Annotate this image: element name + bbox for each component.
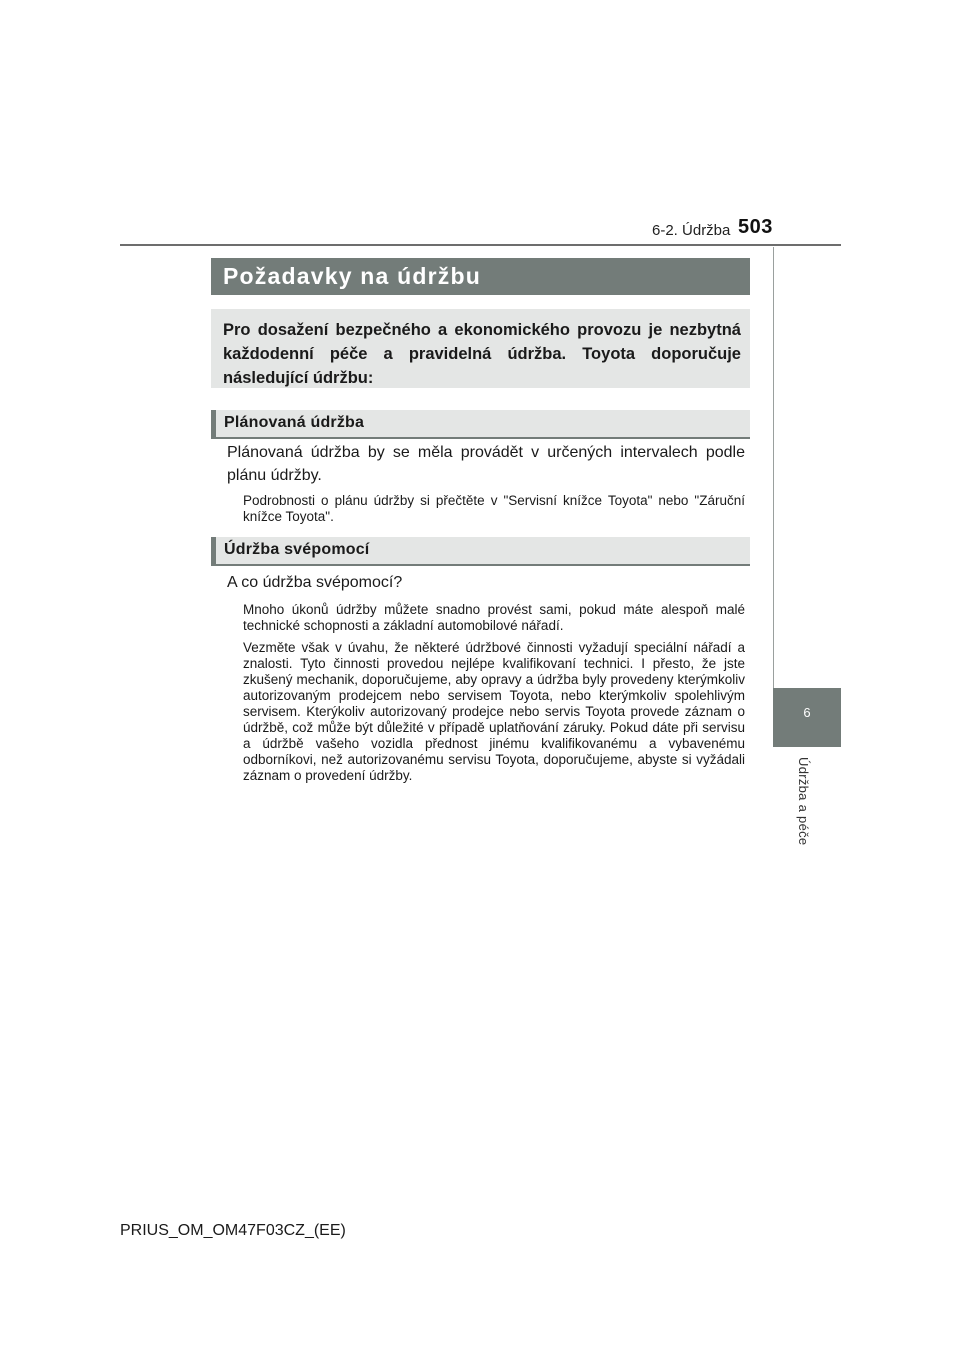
section-heading-label: Plánovaná údržba <box>224 414 365 431</box>
chapter-title: Údržba a péče <box>796 757 811 846</box>
section-lead-planned: Plánovaná údržba by se měla provádět v určených intervalech podle plánu údržby. <box>227 444 745 484</box>
page-title: Požadavky na údržbu <box>223 263 481 289</box>
footer-document-id: PRIUS_OM_OM47F03CZ_(EE) <box>120 1222 346 1239</box>
paragraph-self-recommendation: Vezměte však v úvahu, že některé údržbové činnosti vyžadují speciální nářadí a znalosti. Tyto činnosti provedou nejlépe kvalifikovaní technici. I přesto, že jste zkušený mechanik, doporučujeme, aby opravy a údržba byly provedeny kterýmkoliv autorizovaným prodejcem nebo servisem Toyota, nebo kterýmkoliv spolehlivým servisem. Kterýkoliv autorizovaný prodejce nebo servis Toyota provede záznam o údržbě, což může být důležité v případě uplatňování záruky. Pokud dáte při servisu a údržbě vašeho vozidla přednost jinému kvalifikovanému a vybavenému odborníkovi, než autorizovanému servisu Toyota, doporučujeme, abyste si vyžádali záznam o provedení údržby. <box>243 640 745 783</box>
chapter-number: 6 <box>803 705 811 720</box>
paragraph-self-skills: Mnoho úkonů údržby můžete snadno provést sami, pokud máte alespoň malé technické schopnosti a základní automobilové nářadí. <box>243 602 745 633</box>
chapter-divider <box>773 247 774 688</box>
section-heading-planned-maintenance <box>211 410 750 439</box>
paragraph-planned-details: Podrobnosti o plánu údržby si přečtěte v "Servisní knížce Toyota" nebo "Záruční knížce Toyota". <box>243 493 745 524</box>
page-number: 503 <box>738 216 773 238</box>
running-header-section: 6-2. Údržba <box>652 222 731 239</box>
chapter-tab[interactable] <box>773 688 841 747</box>
main-title-bar <box>211 258 750 295</box>
section-lead-self: A co údržba svépomocí? <box>227 574 403 591</box>
intro-box <box>211 309 750 388</box>
section-accent <box>211 537 216 564</box>
header-divider <box>120 244 841 246</box>
section-heading-self-maintenance <box>211 537 750 566</box>
section-heading-label: Údržba svépomocí <box>224 541 370 558</box>
section-accent <box>211 410 216 437</box>
intro-text: Pro dosažení bezpečného a ekonomického provozu je nezbytná každodenní péče a pravidelná údržba. Toyota doporučuje následující údržbu: <box>223 321 741 387</box>
